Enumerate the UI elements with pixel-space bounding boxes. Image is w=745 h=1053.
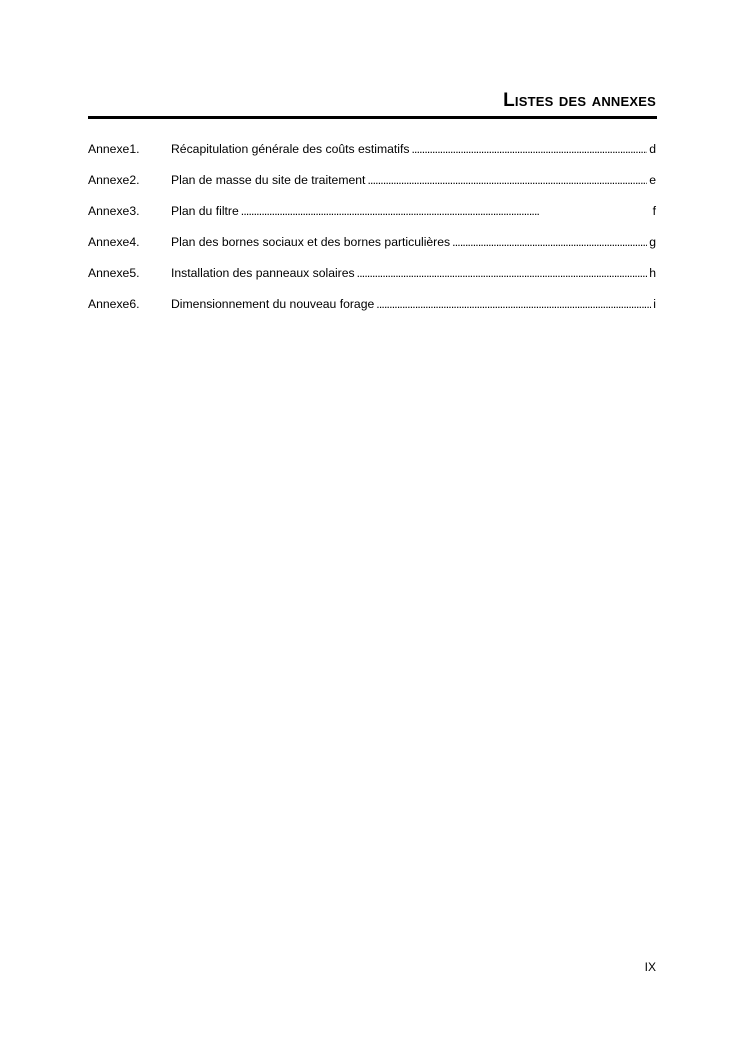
annex-list <box>88 139 656 325</box>
annex-page: g <box>649 235 656 249</box>
annex-entry[interactable] <box>88 232 656 263</box>
annex-title: Plan des bornes sociaux et des bornes particulières <box>171 235 451 249</box>
annex-page: i <box>653 297 656 311</box>
annex-title: Installation des panneaux solaires <box>171 266 355 280</box>
annex-entry[interactable] <box>88 201 656 232</box>
dot-leader <box>367 170 647 190</box>
annex-title: Dimensionnement du nouveau forage <box>171 297 375 311</box>
heading-underline <box>88 116 657 119</box>
annex-number: Annexe1. <box>88 142 140 156</box>
annex-entry[interactable] <box>88 139 656 170</box>
annex-number: Annexe3. <box>88 204 140 218</box>
page-number: IX <box>644 960 656 974</box>
annex-title: Plan du filtre <box>171 204 239 218</box>
dot-leader <box>376 294 651 314</box>
annex-number: Annexe5. <box>88 266 140 280</box>
annex-number: Annexe4. <box>88 235 140 249</box>
annex-page: f <box>652 204 656 218</box>
annex-entry[interactable] <box>88 263 656 294</box>
page-heading: Listes des annexes <box>503 90 656 111</box>
annex-number: Annexe2. <box>88 173 140 187</box>
dot-leader <box>241 201 651 221</box>
annex-page: d <box>649 142 656 156</box>
annex-page: e <box>649 173 656 187</box>
dot-leader <box>411 139 647 159</box>
annex-page: h <box>649 266 656 280</box>
annex-entry[interactable] <box>88 170 656 201</box>
dot-leader <box>452 232 647 252</box>
dot-leader <box>357 263 648 283</box>
annex-title: Plan de masse du site de traitement <box>171 173 366 187</box>
annex-title: Récapitulation générale des coûts estimatifs <box>171 142 410 156</box>
annex-entry[interactable] <box>88 294 656 325</box>
annex-number: Annexe6. <box>88 297 140 311</box>
